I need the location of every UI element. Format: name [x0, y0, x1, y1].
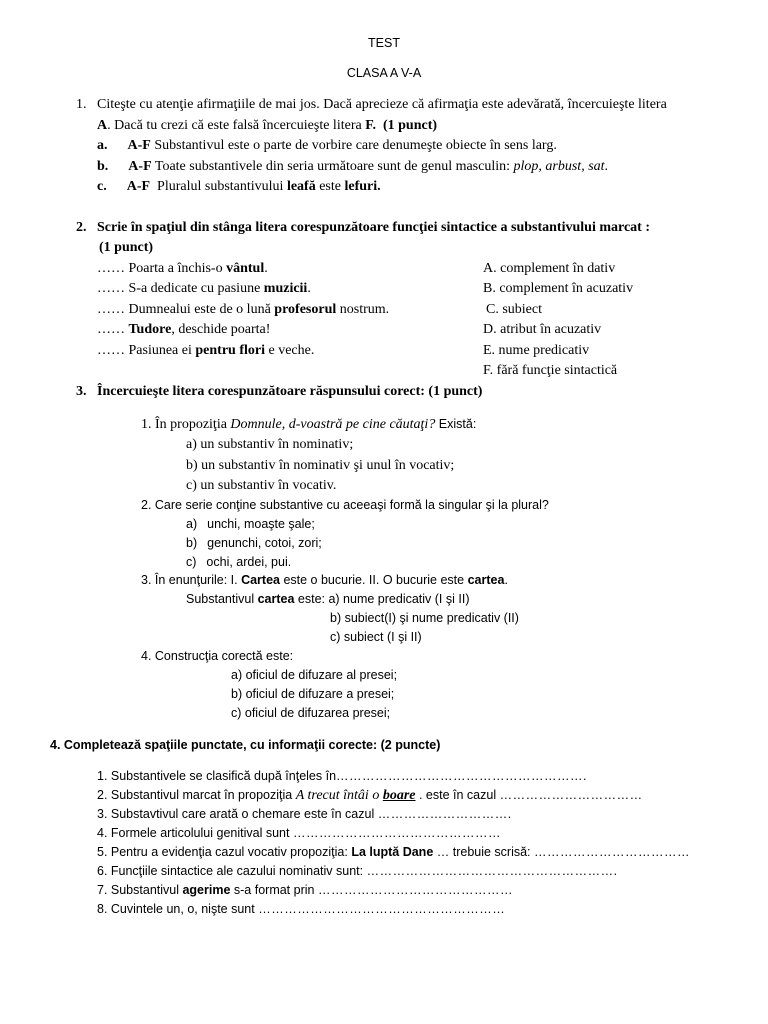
q2-sentence: …… Tudore, deschide poarta! — [97, 322, 271, 337]
q3-sub2-option: a) unchi, moaşte şale; — [186, 517, 315, 531]
q2-answer: C. subiect — [486, 302, 542, 317]
q3-sub2-option: b) genunchi, cotoi, zori; — [186, 536, 322, 550]
fill-in-blank[interactable]: …………………………. — [377, 807, 512, 821]
q3-sub2-option: c) ochi, ardei, pui. — [186, 555, 292, 569]
q2-instruction: Scrie în spaţiul din stânga litera corespunzătoare funcţiei sintactice a substantivului marcat : — [97, 220, 650, 235]
q3-sub4-option: a) oficiul de difuzare al presei; — [231, 668, 398, 682]
q4-line: 8. Cuvintele un, o, nişte sunt ………………………………………………… — [97, 902, 506, 916]
q3-sub3: 3. În enunţurile: I. Cartea este o bucurie. II. O bucurie este cartea. — [141, 573, 508, 587]
q2-answer: E. nume predicativ — [483, 343, 590, 358]
q4-line: 2. Substantivul marcat în propoziţia A trecut întâi o boare . este în cazul …………………………… — [97, 788, 643, 803]
q4-line: 7. Substantivul agerime s-a format prin ……………………………………… — [97, 883, 513, 897]
q1-item-b: b. A-F Toate substantivele din seria următoare sunt de genul masculin: plop, arbust, sat. — [97, 159, 609, 174]
q4-line: 4. Formele articolului genitival sunt ………………………………………… — [97, 826, 501, 840]
fill-in-blank[interactable]: …………………………………………………. — [366, 864, 618, 878]
q2-answer: F. fără funcţie sintactică — [483, 363, 618, 378]
q2-points: (1 punct) — [99, 240, 154, 255]
q4-line: 3. Substavtivul care arată o chemare este în cazul …………………………. — [97, 807, 512, 821]
q1-number: 1. — [76, 97, 87, 112]
q3-sub1-option: c) un substantiv în vocativ. — [186, 478, 337, 493]
q3-sub3-option-a: Substantivul cartea este: a) nume predicativ (I şi II) — [186, 592, 470, 606]
q3-sub3-option-c: c) subiect (I şi II) — [330, 630, 422, 644]
q3-sub2: 2. Care serie conţine substantive cu aceeaşi formă la singular şi la plural? — [141, 498, 549, 512]
q1-instruction-line2: A. Dacă tu crezi că este falsă încercuieşte litera F. (1 punct) — [97, 118, 438, 133]
q3-sub1-option: a) un substantiv în nominativ; — [186, 437, 354, 452]
q1-letter-a: A — [97, 118, 108, 133]
class-subtitle: CLASA A V-A — [346, 66, 422, 80]
fill-in-blank[interactable]: ………………………………………………… — [258, 902, 506, 916]
q2-sentence: …… Pasiunea ei pentru flori e veche. — [97, 343, 315, 358]
fill-in-blank[interactable]: …………………………………………………. — [336, 769, 588, 783]
fill-in-blank[interactable]: ……………………………………… — [317, 883, 513, 897]
q1-item-c: c. A-F Pluralul substantivului leafă este lefuri. — [97, 179, 381, 194]
q3-sub1: 1. În propoziţia Domnule, d-voastră pe cine căutaţi? Există: — [141, 417, 477, 432]
q2-sentence: …… Dumnealui este de o lună profesorul nostrum. — [97, 302, 390, 317]
q2-sentence: …… Poarta a închis-o vântul. — [97, 261, 268, 276]
q3-sub4: 4. Construcţia corectă este: — [141, 649, 294, 663]
q2-answer: D. atribut în acuzativ — [483, 322, 602, 337]
q3-instruction: Încercuieşte litera corespunzătoare răspunsului corect: (1 punct) — [97, 384, 483, 399]
fill-in-blank[interactable]: …………………………… — [499, 788, 643, 802]
q2-answer: B. complement în acuzativ — [483, 281, 634, 296]
q3-sub3-option-b: b) subiect(I) şi nume predicativ (II) — [330, 611, 519, 625]
q3-sub4-option: b) oficiul de difuzare a presei; — [231, 687, 395, 701]
q1-instruction-line1: Citeşte cu atenţie afirmaţiile de mai jos. Dacă aprecieze că afirmaţia este adevărată, încercuieşte litera — [97, 97, 667, 112]
q4-line: 5. Pentru a evidenţia cazul vocativ propoziţia: La luptă Dane … trebuie scrisă: ……………………………… — [97, 845, 691, 859]
q1-points: (1 punct) — [382, 118, 438, 133]
q2-answer: A. complement în dativ — [483, 261, 616, 276]
q2-number: 2. — [76, 220, 87, 235]
q4-line: 1. Substantivele se clasifică după înţeles în…………………………………………………. — [97, 769, 588, 783]
q4-heading: 4. Completează spaţiile punctate, cu informaţii corecte: (2 puncte) — [50, 738, 441, 752]
q3-number: 3. — [76, 384, 87, 399]
q1-letter-f: F. — [365, 118, 376, 133]
q1-item-a: a. A-F Substantivul este o parte de vorbire care denumeşte obiecte în sens larg. — [97, 138, 557, 153]
q3-sub1-option: b) un substantiv în nominativ şi unul în vocativ; — [186, 458, 455, 473]
fill-in-blank[interactable]: ……………………………… — [534, 845, 691, 859]
q2-sentence: …… S-a dedicate cu pasiune muzicii. — [97, 281, 311, 296]
test-title: TEST — [368, 36, 400, 50]
q4-line: 6. Funcţiile sintactice ale cazului nominativ sunt: …………………………………………………. — [97, 864, 618, 878]
fill-in-blank[interactable]: ………………………………………… — [292, 826, 501, 840]
q3-sub4-option: c) oficiul de difuzarea presei; — [231, 706, 391, 720]
